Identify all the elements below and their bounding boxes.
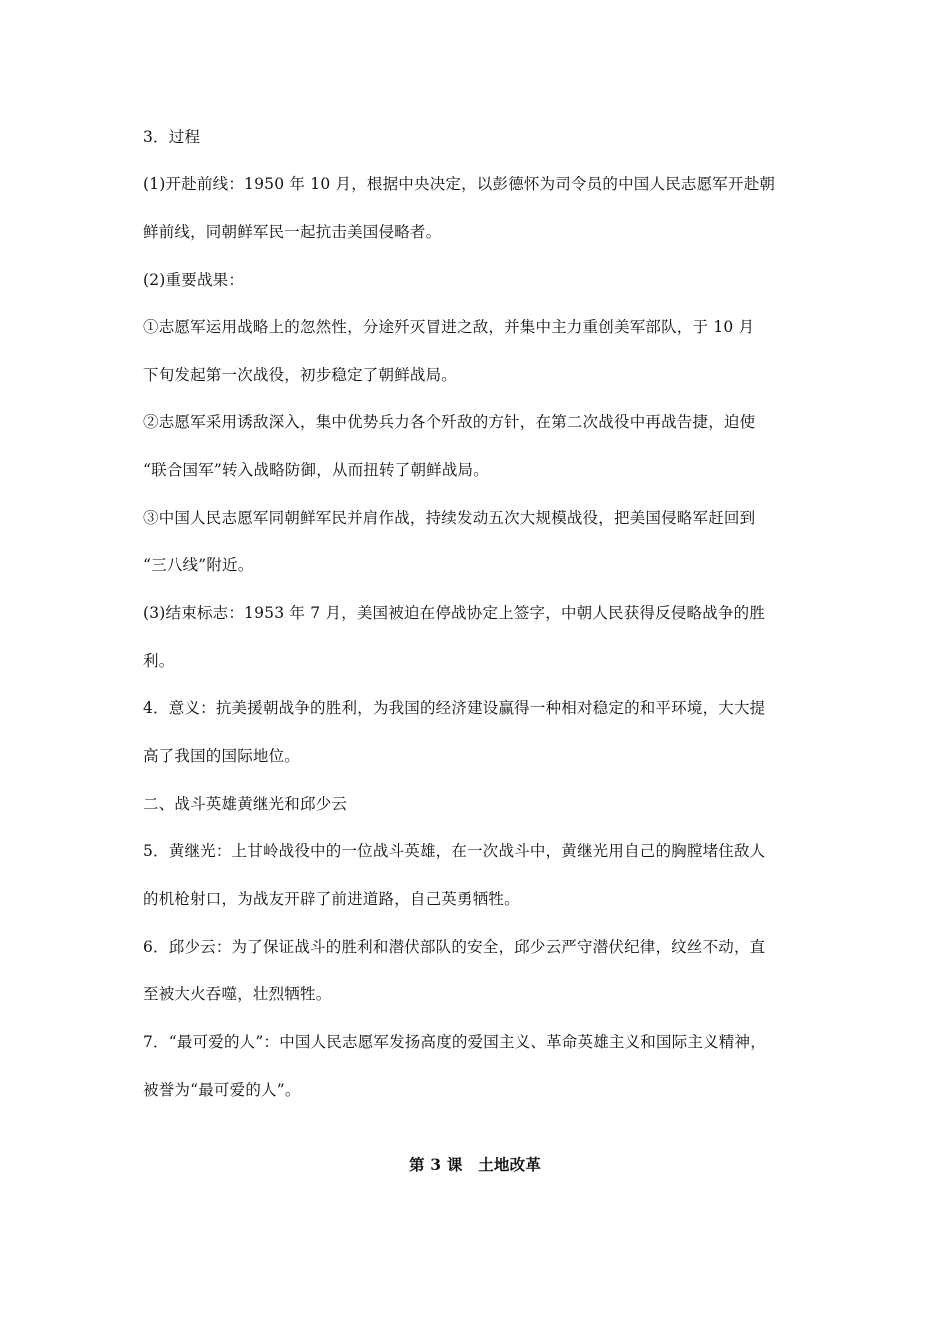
paragraph-line: ②志愿军采用诱敌深入，集中优势兵力各个歼敌的方针，在第二次战役中再战告捷，迫使: [143, 413, 756, 431]
paragraph-line: 鲜前线，同朝鲜军民一起抗击美国侵略者。: [143, 223, 442, 241]
paragraph-line: 4．意义：抗美援朝战争的胜利，为我国的经济建设赢得一种相对稳定的和平环境，大大提: [143, 699, 766, 717]
paragraph-line: 被誉为“最可爱的人”。: [143, 1081, 301, 1099]
paragraph-line: “联合国军”转入战略防御，从而扭转了朝鲜战局。: [143, 461, 489, 479]
paragraph-line: ③中国人民志愿军同朝鲜军民并肩作战，持续发动五次大规模战役，把美国侵略军赶回到: [143, 509, 756, 527]
paragraph-line: 至被大火吞噬，壮烈牺牲。: [143, 985, 332, 1003]
paragraph-line: 的机枪射口，为战友开辟了前进道路，自己英勇牺牲。: [143, 890, 520, 908]
paragraph-line: 5．黄继光：上甘岭战役中的一位战斗英雄，在一次战斗中，黄继光用自己的胸膛堵住敌人: [143, 842, 766, 860]
paragraph-line: 利。: [143, 652, 175, 670]
paragraph-line: ①志愿军运用战略上的忽然性，分途歼灭冒进之敌，并集中主力重创美军部队，于 10 月: [143, 318, 755, 336]
lesson-title: 第 3 课 土地改革: [408, 1155, 542, 1174]
paragraph-line: 下旬发起第一次战役，初步稳定了朝鲜战局。: [143, 366, 458, 384]
section-heading-heroes: 二、战斗英雄黄继光和邱少云: [143, 795, 348, 813]
paragraph-line: (1)开赴前线：1950 年 10 月，根据中央决定，以彭德怀为司令员的中国人民志愿军开赴朝: [143, 175, 776, 193]
paragraph-line: 7．“最可爱的人”：中国人民志愿军发扬高度的爱国主义、革命英雄主义和国际主义精神，: [143, 1033, 766, 1051]
paragraph-line: “三八线”附近。: [143, 556, 254, 574]
section-heading-process: 3．过程: [143, 128, 201, 146]
paragraph-line: 6．邱少云：为了保证战斗的胜利和潜伏部队的安全，邱少云严守潜伏纪律，纹丝不动，直: [143, 938, 766, 956]
subheading-results: (2)重要战果：: [143, 271, 245, 289]
paragraph-line: (3)结束标志：1953 年 7 月，美国被迫在停战协定上签字，中朝人民获得反侵略战争的胜: [143, 604, 766, 622]
paragraph-line: 高了我国的国际地位。: [143, 747, 301, 765]
